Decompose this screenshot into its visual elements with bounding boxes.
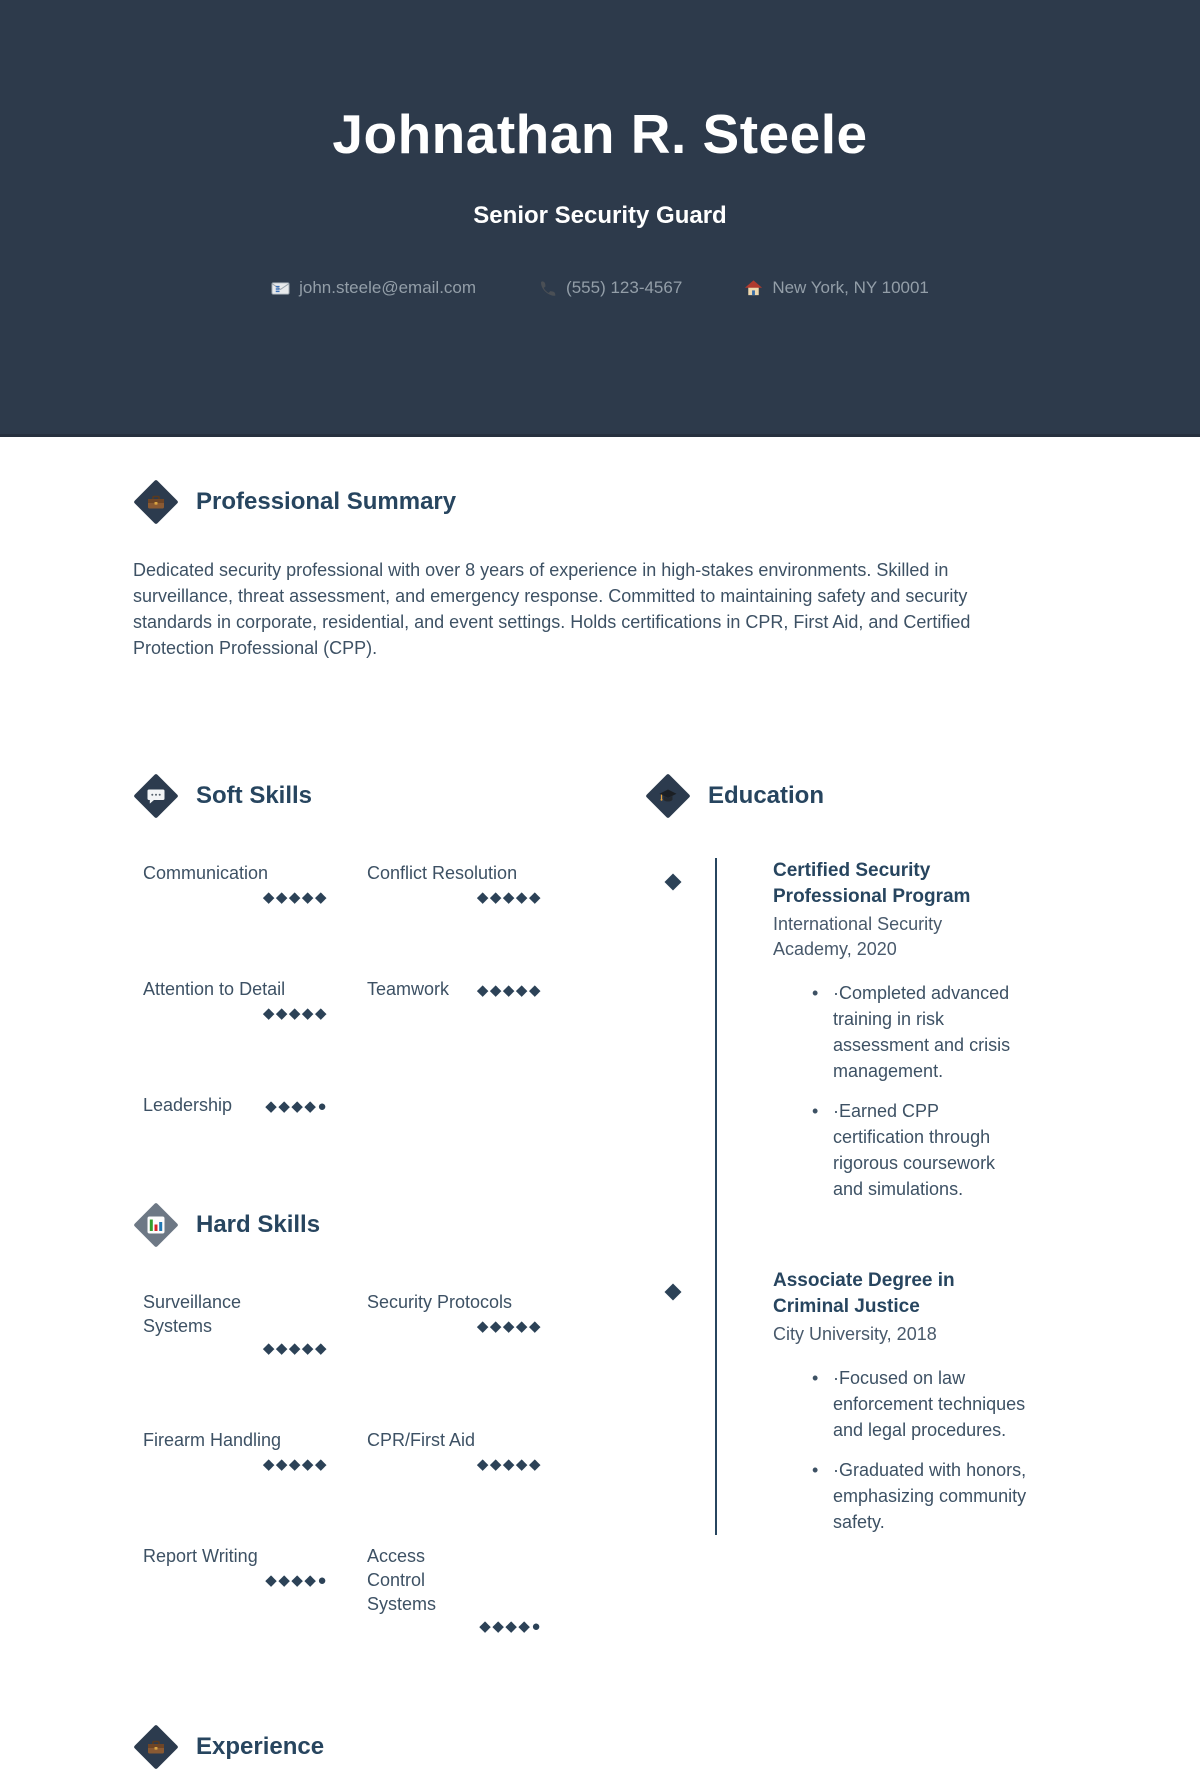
contact-row: [0, 278, 1200, 298]
education-title: Education: [708, 782, 825, 809]
skill-item: Communication ◆◆◆◆◆: [143, 861, 328, 909]
experience-heading: [133, 1724, 1050, 1770]
phone-icon: [538, 279, 557, 298]
soft-skills-heading: [133, 773, 645, 819]
job-title: Senior Security Guard: [473, 202, 727, 229]
hard-skills-grid: [143, 1290, 645, 1638]
skill-item: Leadership ◆◆◆◆●: [143, 1093, 328, 1118]
summary-heading: [133, 479, 1050, 525]
skill-rating: ◆◆◆◆●: [479, 1618, 542, 1635]
degree-bullet: • ·Completed advanced training in risk assessment and crisis management.: [833, 980, 1028, 1084]
resume-header: [0, 0, 1200, 437]
hard-skills-heading: [133, 1202, 645, 1248]
skill-rating: ◆◆◆◆◆: [476, 1456, 542, 1473]
contact-location[interactable]: [744, 278, 929, 298]
skill-rating: ◆◆◆◆●: [265, 1572, 328, 1589]
degree-bullet: • ·Graduated with honors, emphasizing community safety.: [833, 1457, 1028, 1535]
contact-email-text: john.steele@email.com: [299, 278, 477, 297]
education-heading: [645, 773, 1050, 819]
skill-rating: ◆◆◆◆◆: [476, 1318, 542, 1335]
degree-school: City University, 2018: [773, 1324, 937, 1344]
skill-item: Access Control Systems ◆◆◆◆●: [367, 1544, 542, 1638]
skill-item: Security Protocols ◆◆◆◆◆: [367, 1290, 542, 1360]
education-entry: [645, 858, 1050, 1202]
timeline-diamond-icon: [665, 1284, 682, 1301]
skill-rating: ◆◆◆◆◆: [476, 889, 542, 906]
skill-item: Surveillance Systems ◆◆◆◆◆: [143, 1290, 328, 1360]
skill-rating: ◆◆◆◆◆: [262, 1005, 328, 1022]
skill-item: CPR/First Aid ◆◆◆◆◆: [367, 1428, 542, 1476]
graduation-cap-icon: [645, 773, 691, 819]
degree-title: Certified Security Professional Program: [773, 860, 971, 907]
degree-bullet: • ·Focused on law enforcement techniques and legal procedures.: [833, 1365, 1028, 1443]
soft-skills-title: Soft Skills: [196, 782, 313, 809]
skill-item: Conflict Resolution ◆◆◆◆◆: [367, 861, 542, 909]
skill-rating: ◆◆◆◆◆: [262, 1340, 328, 1357]
education-column: [645, 773, 1050, 1638]
degree-bullets: [773, 1365, 1028, 1535]
briefcase-icon: [133, 1724, 179, 1770]
degree-title: Associate Degree in Criminal Justice: [773, 1270, 955, 1317]
skill-item: Firearm Handling ◆◆◆◆◆: [143, 1428, 328, 1476]
skill-item: Attention to Detail ◆◆◆◆◆: [143, 977, 328, 1025]
email-icon: [271, 279, 290, 298]
degree-school: International Security Academy, 2020: [773, 914, 943, 959]
degree-bullet: • ·Earned CPP certification through rigorous coursework and simulations.: [833, 1098, 1028, 1202]
contact-email[interactable]: [271, 278, 476, 298]
degree-bullets: [773, 980, 1028, 1202]
skill-rating: ◆◆◆◆◆: [476, 982, 542, 999]
contact-phone-text: (555) 123-4567: [566, 278, 683, 297]
location-icon: [744, 279, 763, 298]
soft-skills-grid: [143, 861, 645, 1118]
briefcase-icon: [133, 479, 179, 525]
two-column-area: [133, 773, 1050, 1638]
skill-item: Teamwork ◆◆◆◆◆: [367, 977, 542, 1025]
education-entry: [645, 1268, 1050, 1535]
hard-skills-title: Hard Skills: [196, 1211, 321, 1238]
contact-location-text: New York, NY 10001: [772, 278, 929, 297]
experience-title: Experience: [196, 1733, 325, 1760]
bar-chart-icon: [133, 1202, 179, 1248]
contact-phone[interactable]: [538, 278, 682, 298]
skills-column: [133, 773, 645, 1638]
resume-body: [0, 479, 1200, 1770]
speech-bubble-icon: [133, 773, 179, 819]
skill-rating: ◆◆◆◆◆: [262, 1456, 328, 1473]
timeline-diamond-icon: [665, 874, 682, 891]
skill-item: Report Writing ◆◆◆◆●: [143, 1544, 328, 1638]
person-name: Johnathan R. Steele: [332, 103, 868, 165]
skill-rating: ◆◆◆◆◆: [262, 889, 328, 906]
summary-title: Professional Summary: [196, 488, 457, 515]
education-timeline: [645, 858, 1050, 1535]
summary-text: Dedicated security professional with over 8 years of experience in high-stakes environments. Skilled in surveillance, threat assessment, and emergency response. Committed to maintaining safety and security standards in corporate, residential, and event settings. Holds certifications in CPR, First Aid, and Certified Protection Professional (CPP).: [133, 560, 971, 658]
skill-rating: ◆◆◆◆●: [265, 1098, 328, 1115]
